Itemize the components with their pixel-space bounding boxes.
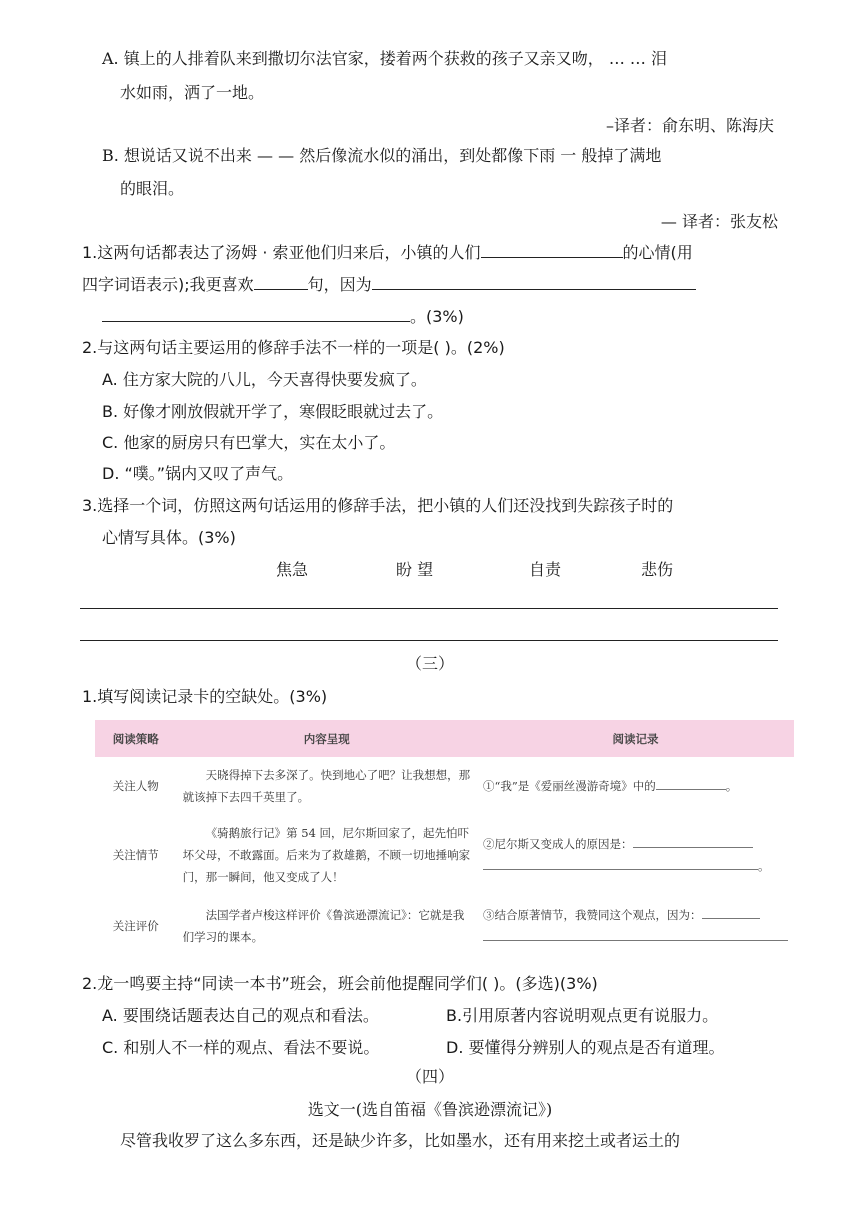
q2-option-d[interactable]: D. “噗。”锅内又叹了声气。 [102, 464, 294, 483]
q3-answer-line-2[interactable] [80, 640, 778, 641]
section3-q2-option-a[interactable]: A. 要围绕话题表达自己的观点和看法。 [102, 1006, 379, 1025]
section4-title: 选文一(选自笛福《鲁滨逊漂流记》) [307, 1100, 553, 1119]
reading-record-card [95, 720, 794, 957]
card-strategy-2: 关注情节 [112, 848, 159, 862]
card-record-1 [477, 757, 794, 815]
q1-text-e: 。(3%) [410, 307, 464, 326]
card-record-2 [477, 815, 794, 895]
card-strategy-1: 关注人物 [112, 779, 159, 793]
q2-option-b[interactable]: B. 好像才刚放假就开学了，寒假眨眼就过去了。 [102, 402, 444, 421]
q2-stem: 2.与这两句话主要运用的修辞手法不一样的一项是( )。(2%) [82, 338, 505, 357]
section4-heading: （四） [405, 1067, 454, 1086]
quote-b-line1: B. 想说话又说不出来 — — 然后像流水似的涌出，到处都像下雨 一 般掉了满地 [102, 146, 662, 165]
card-record-1-end: 。 [725, 779, 738, 793]
card-header-row [95, 720, 794, 757]
q1-line3 [102, 304, 464, 329]
card-strategy-3: 关注评价 [112, 919, 159, 933]
card-record-2-end: 。 [758, 859, 770, 873]
q2-option-c[interactable]: C. 他家的厨房只有巴掌大，实在太小了。 [102, 433, 396, 452]
section3-q2-option-b[interactable]: B.引用原著内容说明观点更有说服力。 [446, 1006, 719, 1025]
card-content-1: 天晓得掉下去多深了。快到地心了吧？让我想想，那就该掉下去四千英里了。 [182, 768, 471, 804]
section3-q2-stem: 2.龙一鸣要主持“同读一本书”班会，班会前他提醒同学们( )。(多选)(3%) [82, 974, 598, 993]
card-record-3-blank-1[interactable] [702, 906, 760, 919]
card-record-2-text: ②尼尔斯又变成人的原因是： [483, 837, 633, 851]
section3-heading: （三） [405, 654, 454, 673]
q1-text-a: 1.这两句话都表达了汤姆 · 索亚他们归来后，小镇的人们 [82, 243, 481, 262]
card-record-3-text: ③结合原著情节，我赞同这个观点，因为： [483, 908, 702, 922]
quote-b-translator: — 译者：张友松 [660, 212, 778, 231]
q1-blank-reason-1[interactable] [372, 272, 696, 290]
card-row-review [95, 895, 794, 957]
section3-q2-option-d[interactable]: D. 要懂得分辨别人的观点是否有道理。 [446, 1038, 725, 1057]
card-record-2-blank-2[interactable] [483, 857, 758, 870]
q1-blank-idiom[interactable] [481, 240, 623, 258]
card-row-character [95, 757, 794, 815]
section3-q2-option-c[interactable]: C. 和别人不一样的观点、看法不要说。 [102, 1038, 380, 1057]
q3-line2: 心情写具体。(3%) [102, 528, 236, 547]
q1-text-d: 句，因为 [307, 275, 372, 294]
q3-answer-line-1[interactable] [80, 608, 778, 609]
q1-blank-choice[interactable] [254, 272, 308, 290]
quote-a-line2: 水如雨，洒了一地。 [120, 83, 265, 102]
card-content-2: 《骑鹅旅行记》第 54 回，尼尔斯回家了，起先怕吓坏父母，不敢露面。后来为了救雄鹅，不顾一切地捶响家门，那一瞬间，他又变成了人！ [182, 826, 471, 884]
card-header-strategy: 阅读策略 [95, 720, 177, 757]
q3-word-hope[interactable]: 盼 望 [396, 560, 434, 579]
card-record-1-text: ①“我”是《爱丽丝漫游奇境》中的 [483, 779, 656, 793]
q3-word-anxious[interactable]: 焦急 [276, 560, 309, 579]
q1-text-c: 四字词语表示);我更喜欢 [82, 275, 254, 294]
q2-option-a[interactable]: A. 住方家大院的八儿，今天喜得快要发疯了。 [102, 370, 427, 389]
card-content-3: 法国学者卢梭这样评价《鲁滨逊漂流记》：它就是我们学习的课本。 [182, 908, 465, 944]
section3-q1: 1.填写阅读记录卡的空缺处。(3%) [82, 687, 328, 706]
card-header-content: 内容呈现 [177, 720, 477, 757]
quote-a-line1: A. 镇上的人排着队来到撒切尔法官家，搂着两个获救的孩子又亲又吻， … … 泪 [102, 49, 667, 68]
q3-word-blame[interactable]: 自责 [529, 560, 562, 579]
q1-text-b: 的心情(用 [622, 243, 693, 262]
card-row-plot [95, 815, 794, 895]
card-header-record: 阅读记录 [477, 720, 794, 757]
section4-paragraph: 尽管我收罗了这么多东西，还是缺少许多，比如墨水，还有用来挖土或者运土的 [120, 1131, 681, 1150]
card-record-3-blank-2[interactable] [483, 928, 788, 941]
quote-a-translator: –译者：俞东明、陈海庆 [605, 116, 774, 135]
q3-word-sad[interactable]: 悲伤 [641, 560, 674, 579]
quote-b-line2: 的眼泪。 [120, 179, 185, 198]
q1-blank-reason-2[interactable] [102, 304, 410, 322]
q1-line2 [82, 272, 696, 297]
q1-line1 [82, 240, 693, 265]
card-record-2-blank-1[interactable] [633, 835, 753, 848]
card-record-3 [477, 895, 794, 957]
card-record-1-blank[interactable] [656, 777, 726, 790]
q3-line1: 3.选择一个词，仿照这两句话运用的修辞手法，把小镇的人们还没找到失踪孩子时的 [82, 496, 674, 515]
